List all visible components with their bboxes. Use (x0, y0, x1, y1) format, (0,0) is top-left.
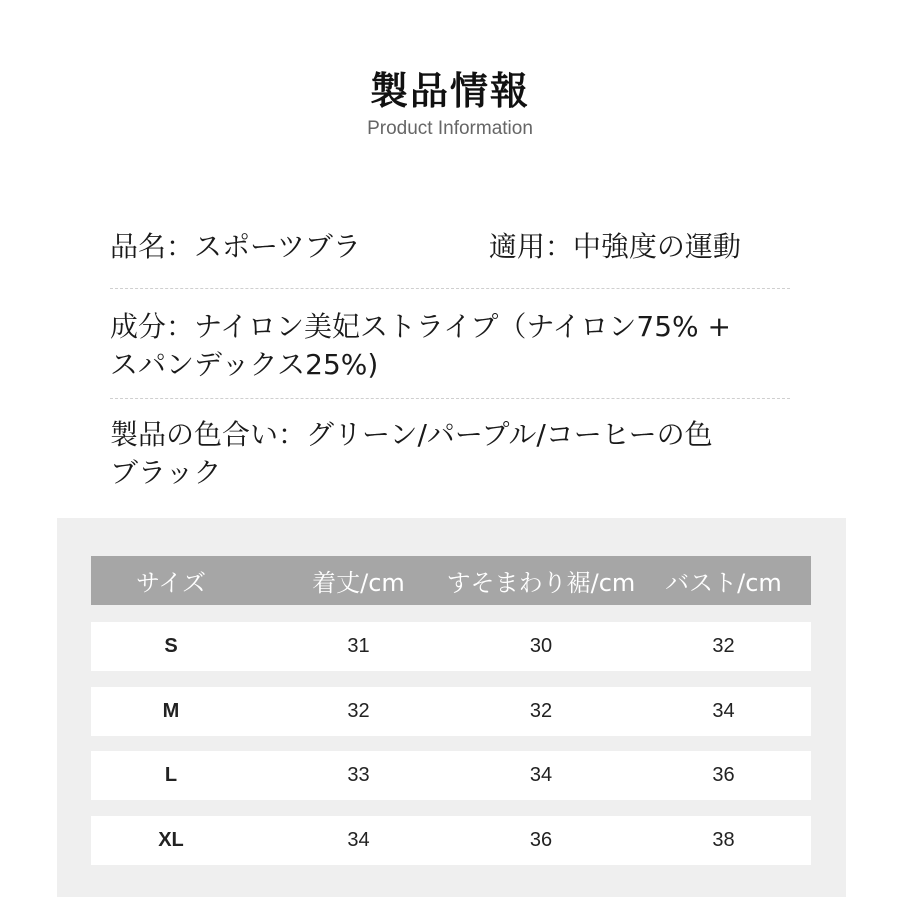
header-length: 着丈/cm (312, 569, 405, 597)
divider (110, 398, 790, 399)
material-line-1: 成分：ナイロン美妃ストライプ（ナイロン75% + (110, 310, 731, 343)
info-row-colors (110, 416, 800, 492)
length-cell: 32 (347, 700, 370, 722)
info-row-name-usage (110, 228, 800, 266)
page-title: 製品情報 (369, 69, 530, 113)
length-cell: 31 (347, 635, 370, 657)
bust-cell: 32 (712, 635, 735, 657)
material-line-2: スパンデックス25%) (110, 348, 379, 381)
header-hem: すそまわり裾/cm (446, 569, 636, 597)
size-cell: XL (158, 829, 184, 851)
header-bust: バスト/cm (665, 569, 782, 597)
length-cell: 34 (347, 829, 370, 851)
size-table (57, 518, 846, 897)
table-row (91, 622, 811, 671)
hem-cell: 30 (529, 635, 553, 657)
size-cell: S (164, 635, 178, 657)
hem-cell: 34 (529, 764, 553, 786)
divider (110, 288, 790, 289)
bust-cell: 38 (712, 829, 735, 851)
color-line-2: ブラック (110, 456, 222, 489)
color-line-1: 製品の色合い：グリーン/パープル/コーヒーの色 (110, 418, 713, 451)
page-subtitle: Product Information (367, 118, 533, 139)
bust-cell: 34 (712, 700, 735, 722)
size-cell: L (164, 764, 178, 786)
table-row (91, 751, 811, 800)
length-cell: 33 (347, 764, 370, 786)
table-row (91, 687, 811, 736)
size-cell: M (162, 700, 180, 722)
size-table-header (91, 556, 811, 605)
info-row-material (110, 308, 800, 384)
bust-cell: 36 (712, 764, 735, 786)
hem-cell: 32 (529, 700, 553, 722)
table-row (91, 816, 811, 865)
product-name: 品名：スポーツブラ (110, 230, 361, 263)
product-usage: 適用：中強度の運動 (488, 230, 741, 263)
hem-cell: 36 (529, 829, 553, 851)
header-size: サイズ (135, 569, 207, 597)
